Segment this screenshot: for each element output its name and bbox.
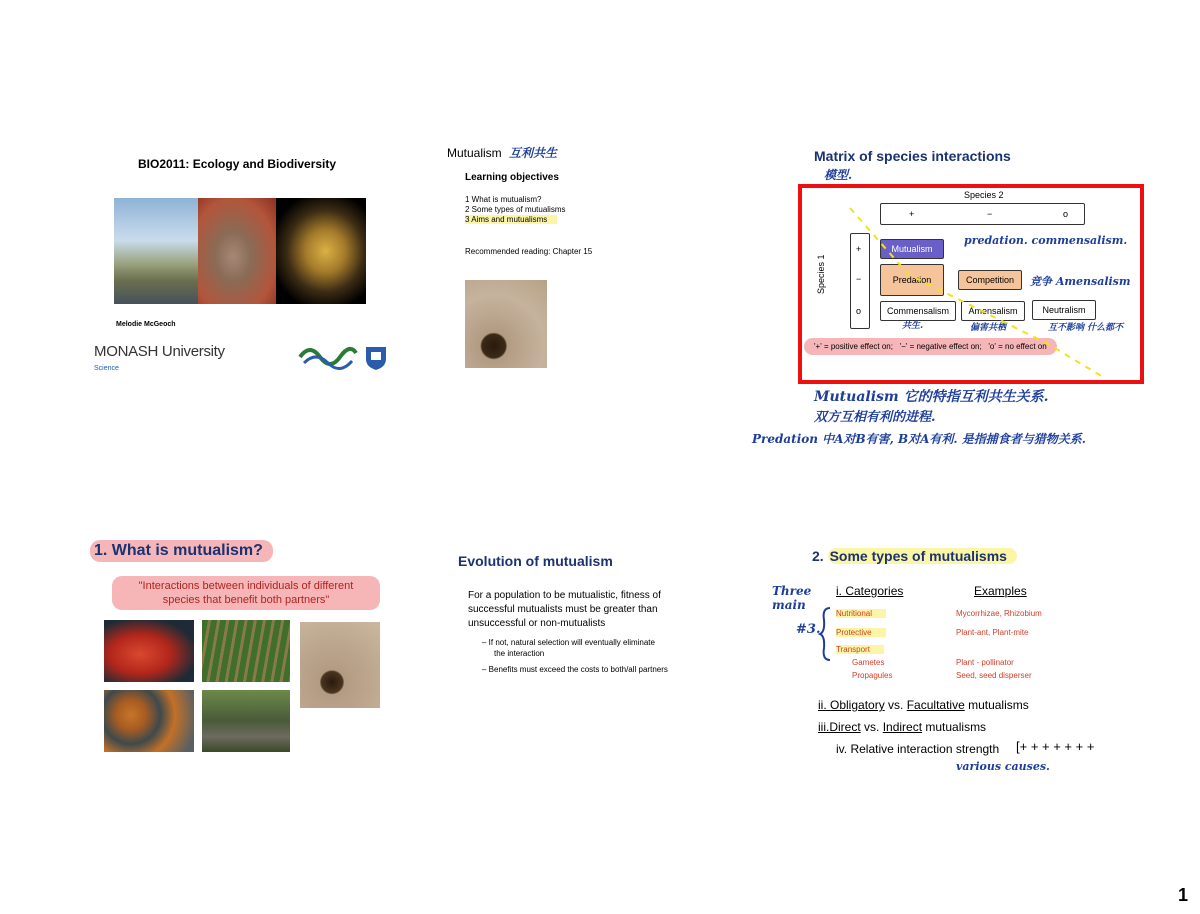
brace-icon <box>818 606 832 662</box>
slide4-quote <box>112 576 380 610</box>
item2-d: mutualisms <box>964 698 1029 712</box>
para-line-2: successful mutualists must be greater than <box>468 604 658 615</box>
slide6-title-text: Some types of mutualisms <box>828 548 1017 564</box>
annotation-dashes <box>798 184 1136 376</box>
row-sign-minus: − <box>856 274 862 284</box>
crop-field-photo <box>202 620 290 682</box>
note-commensalism: 共生. <box>902 321 924 331</box>
cell-mutualism: Mutualism <box>880 239 944 259</box>
monash-logo <box>94 343 225 379</box>
item2-b: vs. <box>884 698 907 712</box>
example-2: Plant-ant, Plant-mite <box>956 628 1029 637</box>
row-sign-zero: o <box>856 306 862 316</box>
strength-signs: [+ + + + + + + <box>1016 739 1095 754</box>
lichen-photo <box>104 690 194 752</box>
ant-aphid-photo <box>300 622 380 708</box>
slide2-title <box>447 144 557 161</box>
species1-label: Species 1 <box>816 254 826 294</box>
item2-a: ii. Obligatory <box>818 698 885 712</box>
subcat-gametes: Gametes <box>852 658 885 667</box>
slide5-bullet-1 <box>482 637 655 659</box>
reading-text: Recommended reading: Chapter 15 <box>465 247 593 256</box>
slide-3 <box>752 140 1158 446</box>
slide5-bullet-2: – Benefits must exceed the costs to both/all partners <box>482 665 668 674</box>
cell-neutralism: Neutralism <box>1032 300 1096 320</box>
objective-2: 2 Some types of mutualisms <box>465 205 566 214</box>
bullet1-line-a: – If not, natural selection will eventually eliminate <box>482 638 655 647</box>
row-sign-plus: + <box>856 244 862 254</box>
slide-4 <box>90 536 410 776</box>
col-sign-plus: + <box>909 209 915 219</box>
monash-crest-icon <box>364 345 388 376</box>
slide6-title-num: 2. <box>812 548 824 564</box>
item-direct <box>818 720 986 734</box>
note-neutralism: 互不影响 什么都不 <box>1048 323 1124 333</box>
slide2-title-text: Mutualism <box>447 146 502 160</box>
note-line3: Predation 中A对B有害, B对A有利. 是指捕食者与猎物关系. <box>752 432 1086 446</box>
item2-c: Facultative <box>906 698 965 712</box>
note-row1: predation. commensalism. <box>964 234 1128 247</box>
quote-line-2: species that benefit both partners" <box>162 594 330 606</box>
logo-sub-text: Science <box>94 365 119 372</box>
slide-2 <box>445 140 765 380</box>
para-line-3: unsuccessful or non-mutualists <box>468 618 606 629</box>
note-brace-3: #3. <box>796 622 821 637</box>
page-number: 1 <box>1177 885 1188 905</box>
partner-logo-icon <box>298 343 358 376</box>
slide5-para <box>468 589 661 631</box>
col-sign-minus: − <box>987 209 993 219</box>
note-line2: 双方互相有利的进程. <box>814 410 936 425</box>
para-line-1: For a population to be mutualistic, fitness of <box>468 590 661 601</box>
slide1-title: BIO2011: Ecology and Biodiversity <box>138 157 337 171</box>
objective-1: 1 What is mutualism? <box>465 195 542 204</box>
slide-5 <box>448 545 768 785</box>
example-1: Mycorrhizae, Rhizobium <box>956 609 1042 618</box>
cell-commensalism: Commensalism <box>880 301 956 321</box>
slide2-subtitle: Learning objectives <box>465 172 559 183</box>
logo-main-text: MONASH University <box>94 343 225 360</box>
slide5-title: Evolution of mutualism <box>458 553 613 569</box>
cell-amensalism: Amensalism <box>961 301 1025 321</box>
bullet1-line-b: the interaction <box>494 649 545 658</box>
item3-c: Indirect <box>882 720 923 734</box>
note-various-causes: various causes. <box>956 760 1050 773</box>
rhino-bird-photo <box>202 690 290 752</box>
item3-a: iii.Direct <box>818 720 861 734</box>
example-3: Plant - pollinator <box>956 658 1014 667</box>
slide-6 <box>770 540 1170 790</box>
col-sign-zero: o <box>1063 209 1069 219</box>
slide1-author: Melodie McGeoch <box>116 321 176 328</box>
item3-b: vs. <box>860 720 883 734</box>
slide4-title: 1. What is mutualism? <box>90 540 273 562</box>
note-line1: Mutualism 它的特指互利共生关系. <box>814 389 1049 405</box>
cell-predation: Predation <box>880 264 944 296</box>
note-amensalism: 偏害共栖 <box>970 323 1007 333</box>
cat-nutritional: Nutritional <box>836 609 886 618</box>
slide3-title: Matrix of species interactions <box>814 148 1011 164</box>
quote-line-1: "Interactions between individuals of different <box>138 580 354 592</box>
slide-1 <box>88 145 408 385</box>
categories-header: i. Categories <box>836 584 904 598</box>
note-row2: 竞争 Amensalism <box>1030 275 1131 288</box>
bilby-photo <box>198 198 276 304</box>
example-4: Seed, seed disperser <box>956 671 1032 680</box>
objective-3: 3 Aims and mutualisms <box>465 215 557 224</box>
fish-photo <box>104 620 194 682</box>
item-strength: iv. Relative interaction strength <box>836 742 1000 756</box>
cat-protective: Protective <box>836 628 886 637</box>
species2-label: Species 2 <box>964 190 1004 200</box>
ant-photo <box>465 280 547 368</box>
subcat-propagules: Propagules <box>852 671 893 680</box>
slide6-title <box>812 548 1017 564</box>
examples-header: Examples <box>974 584 1027 598</box>
coastline-photo <box>114 198 198 304</box>
slide2-title-note: 互利共生 <box>509 146 558 160</box>
matrix-legend: '+' = positive effect on; '−' = negative effect on; 'o' = no effect on <box>804 338 1057 355</box>
cat-transport: Transport <box>836 645 884 654</box>
slide3-title-note: 模型. <box>824 168 853 182</box>
daphnia-photo <box>276 198 366 304</box>
note-three-main: Three main <box>772 584 812 612</box>
cell-competition: Competition <box>958 270 1022 290</box>
item3-d: mutualisms <box>922 720 987 734</box>
item-obligatory <box>818 698 1029 712</box>
